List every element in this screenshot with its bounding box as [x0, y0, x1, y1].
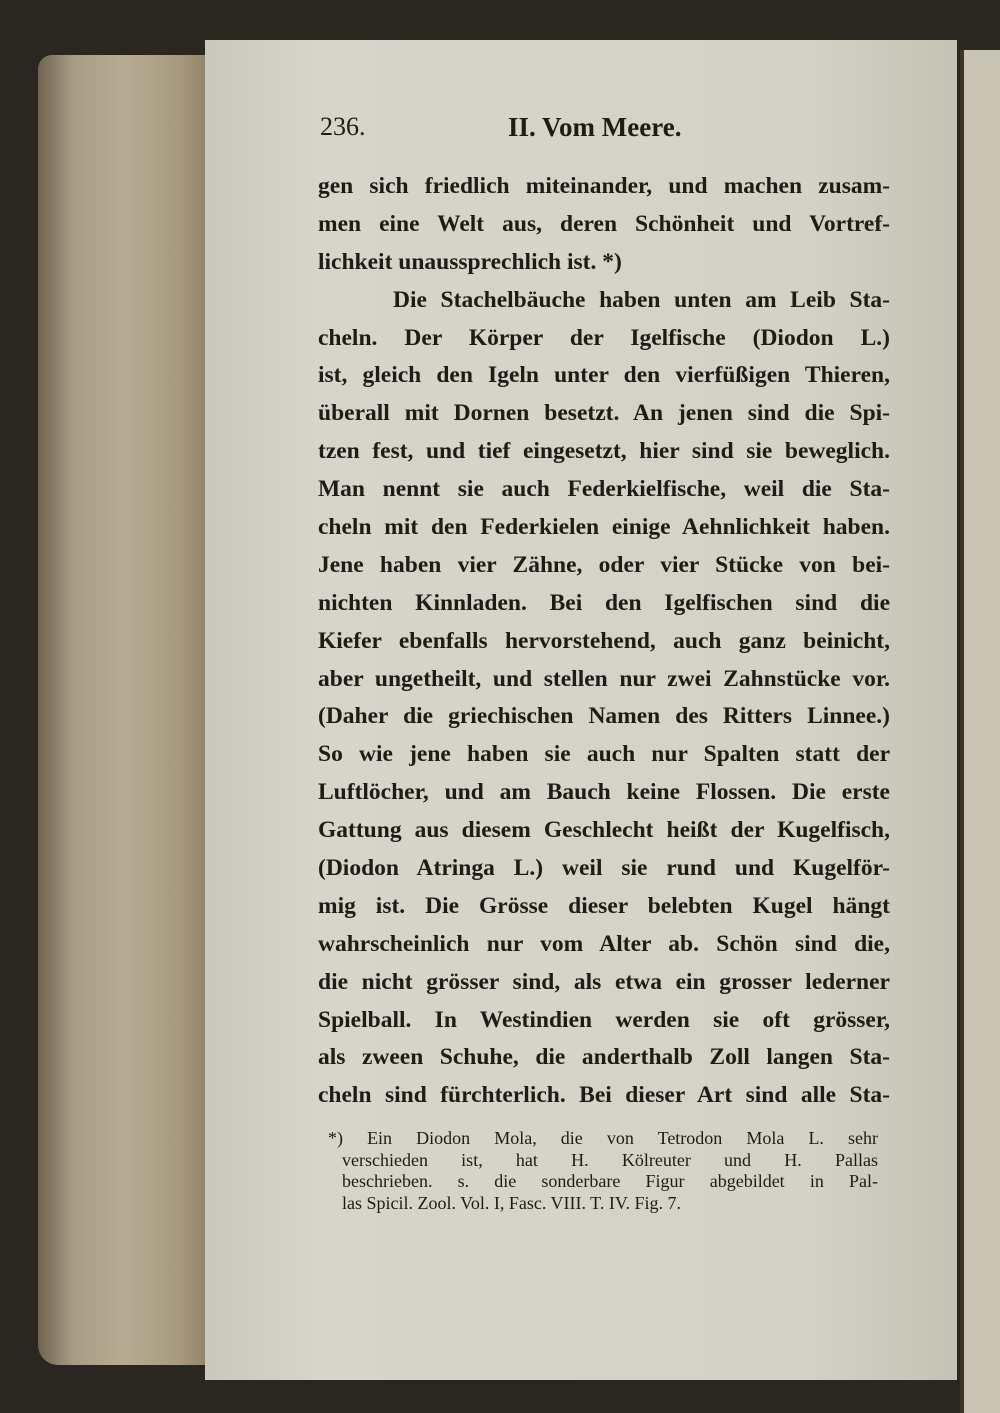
text-line: mig ist. Die Grösse dieser belebten Kugel hängt	[318, 892, 890, 919]
text-line: cheln. Der Körper der Igelfische (Diodon L.)	[318, 324, 890, 351]
text-line: wahrscheinlich nur vom Alter ab. Schön sind die,	[318, 930, 890, 957]
page-edges	[38, 55, 213, 1365]
text-line: Die Stachelbäuche haben unten am Leib Sta-	[393, 286, 890, 313]
text-line: Gattung aus diesem Geschlecht heißt der Kugelfisch,	[318, 817, 890, 844]
text-line: cheln mit den Federkielen einige Aehnlichkeit haben.	[318, 514, 890, 541]
running-title: II. Vom Meere.	[508, 112, 682, 142]
text-line: cheln sind fürchterlich. Bei dieser Art sind alle Sta-	[318, 1082, 890, 1109]
text-line: (Diodon Atringa L.) weil sie rund und Kugelför-	[318, 855, 890, 882]
facing-page-edge	[960, 50, 1000, 1413]
text-line: nichten Kinnladen. Bei den Igelfischen sind die	[318, 589, 890, 616]
footnote-line: beschrieben. s. die sonderbare Figur abgebildet in Pal-	[342, 1171, 878, 1191]
text-line: lichkeit unaussprechlich ist. *)	[318, 248, 622, 275]
text-line: Spielball. In Westindien werden sie oft grösser,	[318, 1006, 890, 1033]
body-text	[318, 168, 890, 1115]
footnote-line: las Spicil. Zool. Vol. I, Fasc. VIII. T. IV. Fig. 7.	[342, 1192, 682, 1213]
text-line: Man nennt sie auch Federkielfische, weil die Sta-	[318, 476, 890, 503]
text-line: (Daher die griechischen Namen des Ritters Linnee.)	[318, 703, 890, 730]
page-number: 236.	[320, 112, 366, 141]
text-line: Luftlöcher, und am Bauch keine Flossen. Die erste	[318, 779, 890, 806]
text-line: men eine Welt aus, deren Schönheit und Vortref-	[318, 210, 890, 237]
text-line: Jene haben vier Zähne, oder vier Stücke von bei-	[318, 551, 890, 578]
footnote-line: *) Ein Diodon Mola, die von Tetrodon Mola L. sehr	[328, 1128, 878, 1148]
footnote	[328, 1128, 878, 1214]
text-line: So wie jene haben sie auch nur Spalten statt der	[318, 741, 890, 768]
footnote-line: verschieden ist, hat H. Kölreuter und H. Pallas	[342, 1149, 878, 1170]
text-line: überall mit Dornen besetzt. An jenen sind die Spi-	[318, 400, 890, 427]
page-header	[318, 112, 890, 152]
text-line: die nicht grösser sind, als etwa ein grosser lederner	[318, 968, 890, 995]
text-line: tzen fest, und tief eingesetzt, hier sind sie beweglich.	[318, 438, 890, 465]
text-line: Kiefer ebenfalls hervorstehend, auch ganz beinicht,	[318, 627, 890, 654]
text-line: gen sich friedlich miteinander, und machen zusam-	[318, 173, 890, 199]
text-line: als zween Schuhe, die anderthalb Zoll langen Sta-	[318, 1044, 890, 1071]
text-line: ist, gleich den Igeln unter den vierfüßigen Thieren,	[318, 362, 890, 389]
text-line: aber ungetheilt, und stellen nur zwei Zahnstücke vor.	[318, 665, 890, 692]
